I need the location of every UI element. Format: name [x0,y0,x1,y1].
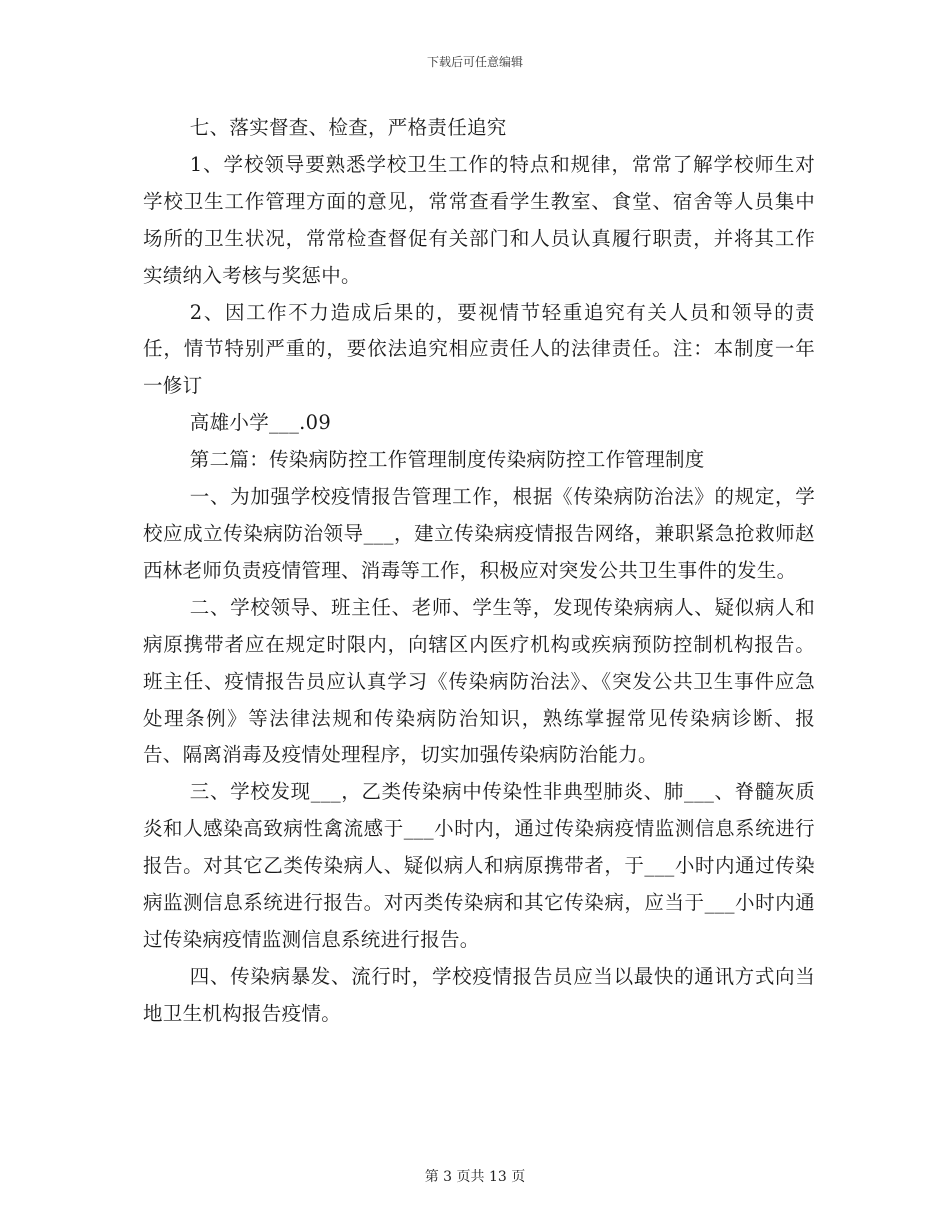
paragraph-signature: 高雄小学___.09 [189,411,332,435]
paragraph-part-two-title: 第二篇：传染病防控工作管理制度传染病防控工作管理制度 [189,448,705,472]
paragraph-item-2: 2、因工作不力造成后果的，要视情节轻重追究有关人员和领导的责任，情节特别严重的，要依法追究相应责任人的法律责任。注：本制度一年一修订 [143,300,815,398]
paragraph-three: 三、学校发现___，乙类传染病中传染性非典型肺炎、肺___、脊髓灰质炎和人感染高致病性禽流感于___小时内，通过传染病疫情监测信息系统进行报告。对其它乙类传染病人、疑似病人和病原携带者，于___小时内通过传染病监测信息系统进行报告。对丙类传染病和其它传染病，应当于___小时内通过传染病疫情监测信息系统进行报告。 [143,780,815,951]
paragraph-two: 二、学校领导、班主任、老师、学生等，发现传染病病人、疑似病人和病原携带者应在规定时限内，向辖区内医疗机构或疾病预防控制机构报告。班主任、疫情报告员应认真学习《传染病防治法》、《突发公共卫生事件应急处理条例》等法律法规和传染病防治知识，熟练掌握常见传染病诊断、报告、隔离消毒及疫情处理程序，切实加强传染病防治能力。 [143,595,815,767]
paragraph-four: 四、传染病暴发、流行时，学校疫情报告员应当以最快的通讯方式向当地卫生机构报告疫情。 [143,964,815,1025]
paragraph-one: 一、为加强学校疫情报告管理工作，根据《传染病防治法》的规定，学校应成立传染病防治领导___，建立传染病疫情报告网络，兼职紧急抢救师赵西林老师负责疫情管理、消毒等工作，积极应对突发公共卫生事件的发生。 [143,485,815,582]
page-number-footer: 第 3 页共 13 页 [424,1169,526,1185]
page-header-note: 下载后可任意编辑 [426,55,523,69]
paragraph-section-seven-title: 七、落实督查、检查，严格责任追究 [189,116,507,139]
paragraph-item-1: 1、学校领导要熟悉学校卫生工作的特点和规律，常常了解学校师生对学校卫生工作管理方面的意见，常常查看学生教室、食堂、宿舍等人员集中场所的卫生状况，常常检查督促有关部门和人员认真履行职责，并将其工作实绩纳入考核与奖惩中。 [143,152,815,287]
document-body [143,110,815,1033]
